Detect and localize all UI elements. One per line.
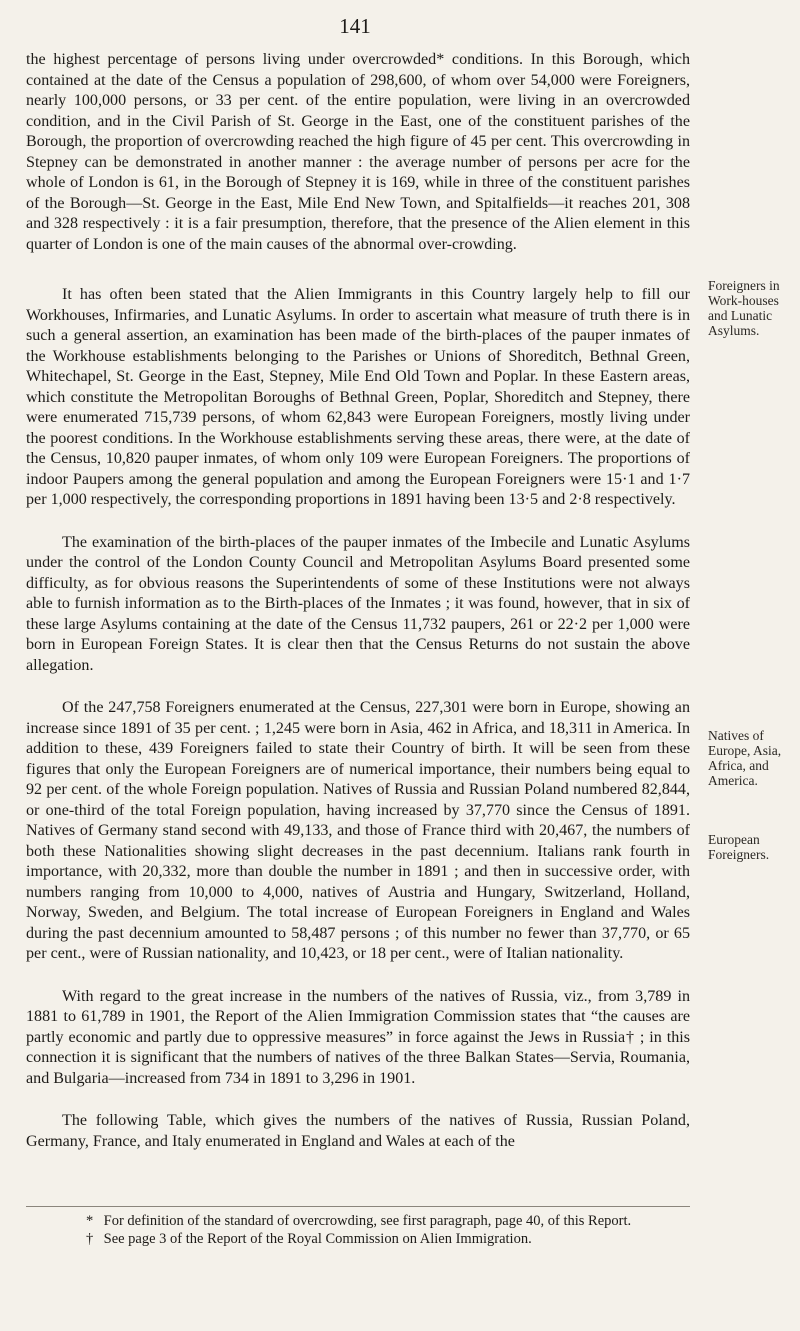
footnote-item (26, 1230, 690, 1248)
paragraph-asylums: The examination of the birth-places of the pauper inmates of the Imbecile and Lunatic Asylums under the control of the London County Council and Metropolitan Asylums Board presented some difficulty, as for obvious reasons the Superintendents of some of these Institutions were not always able to furnish information as to the Birth-places of the Inmates ; it was found, however, that in six of these large Asylums containing at the date of the Census 11,732 paupers, 261 or 22·2 per 1,000 were born in European Foreign States. It is clear then that the Census Returns do not sustain the above allegation. (26, 533, 690, 674)
sidenote-natives: Natives of Europe, Asia, Africa, and America. (708, 728, 782, 788)
footnote-item (26, 1212, 690, 1230)
footnotes (26, 1212, 690, 1248)
sidenote-european: European Foreigners. (708, 832, 770, 862)
paragraph-table-intro: The following Table, which gives the numbers of the natives of Russia, Russian Poland, Germany, France, and Italy enumerated in England and Wales at each of the (26, 1112, 690, 1150)
paragraph-russia: With regard to the great increase in the numbers of the natives of Russia, viz., from 3,789 in 1881 to 61,789 in 1901, the Report of the Alien Immigration Commission states that “the causes are partly economic and partly due to oppressive measures” in force against the Jews in Russia† ; in this connection it is significant that the numbers of natives of the three Balkan States—Servia, Roumania, and Bulgaria—increased from 734 in 1891 to 3,296 in 1901. (26, 987, 690, 1087)
paragraph-workhouses: It has often been stated that the Alien Immigrants in this Country largely help to fill our Workhouses, Infirmaries, and Lunatic Asylums. In order to ascertain what measure of truth there is in such a general assertion, an examination has been made of the birth-places of the pauper inmates of the Workhouse establishments belonging to the Parishes or Unions of Shoreditch, Bethnal Green, Whitechapel, St. George in the East, Stepney, Mile End Old Town and Poplar. In these Eastern areas, which constitute the Metropolitan Boroughs of Bethnal Green, Poplar, Shoreditch and Stepney, there were enumerated 715,739 persons, of whom 62,843 were European Foreigners, mostly living under the poorest conditions. In the Workhouse establishments serving these areas, there were, at the date of the Census, 10,820 pauper inmates, of whom only 109 were European Foreigners. The proportions of indoor Paupers among the general population and among the European Foreigners were 15·1 and 1·7 per 1,000 respectively, the corresponding proportions in 1891 having been 13·5 and 2·8 respectively. (26, 286, 690, 508)
sidenote-workhouses: Foreigners in Work-houses and Lunatic Asylums. (708, 278, 780, 338)
page-number: 141 (339, 14, 371, 38)
paragraph-overcrowding: the highest percentage of persons living under overcrowded* conditions. In this Borough, which contained at the date of the Census a population of 298,600, of whom over 54,000 were Foreigners, nearly 100,000 persons, or 33 per cent. of the entire population, were living in an overcrowded condition, and in the Civil Parish of St. George in the East, one of the constituent parishes of the Borough, the proportion of overcrowding reached the high figure of 45 per cent. This overcrowding in Stepney can be demonstrated in another manner : the average number of persons per acre for the whole of London is 61, in the Borough of Stepney it is 169, while in three of the constituent parishes of the Borough—St. George in the East, Mile End New Town, and Spitalfields—it reaches 201, 308 and 328 respectively : it is a fair presumption, therefore, that the presence of the Alien element in this quarter of London is one of the main causes of the abnormal over-crowding. (26, 51, 690, 253)
footnote-text: For definition of the standard of overcrowding, see first paragraph, page 40, of this Report. (103, 1213, 632, 1229)
body-text (26, 50, 690, 1174)
footnote-text: See page 3 of the Report of the Royal Commission on Alien Immigration. (103, 1231, 532, 1247)
footnote-mark: * (86, 1213, 94, 1229)
footnote-mark: † (86, 1231, 94, 1247)
footnote-divider (26, 1206, 690, 1207)
paragraph-foreigners-census: Of the 247,758 Foreigners enumerated at the Census, 227,301 were born in Europe, showing an increase since 1891 of 35 per cent. ; 1,245 were born in Asia, 462 in Africa, and 18,311 in America. In addition to these, 439 Foreigners failed to state their Country of birth. It will be seen from these figures that only the European Foreigners are of numerical importance, their numbers being equal to 92 per cent. of the whole Foreign population. Natives of Russia and Russian Poland numbered 82,844, or one-third of the total Foreign population, having increased by 37,770 since the Census of 1891. Natives of Germany stand second with 49,133, and those of France third with 20,467, the numbers of both these Nationalities showing slight decreases in the past decennium. Italians rank fourth in importance, with 20,332, more than double the number in 1891 ; and then in successive order, with numbers ranging from 10,000 to 4,000, natives of Austria and Hungary, Switzerland, Holland, Norway, Sweden, and Belgium. The total increase of European Foreigners in England and Wales during the past decennium amounted to 58,487 persons ; of this number no fewer than 37,770, or 65 per cent., were of Russian nationality, and 10,423, or 18 per cent., were of Italian nationality. (26, 699, 690, 962)
